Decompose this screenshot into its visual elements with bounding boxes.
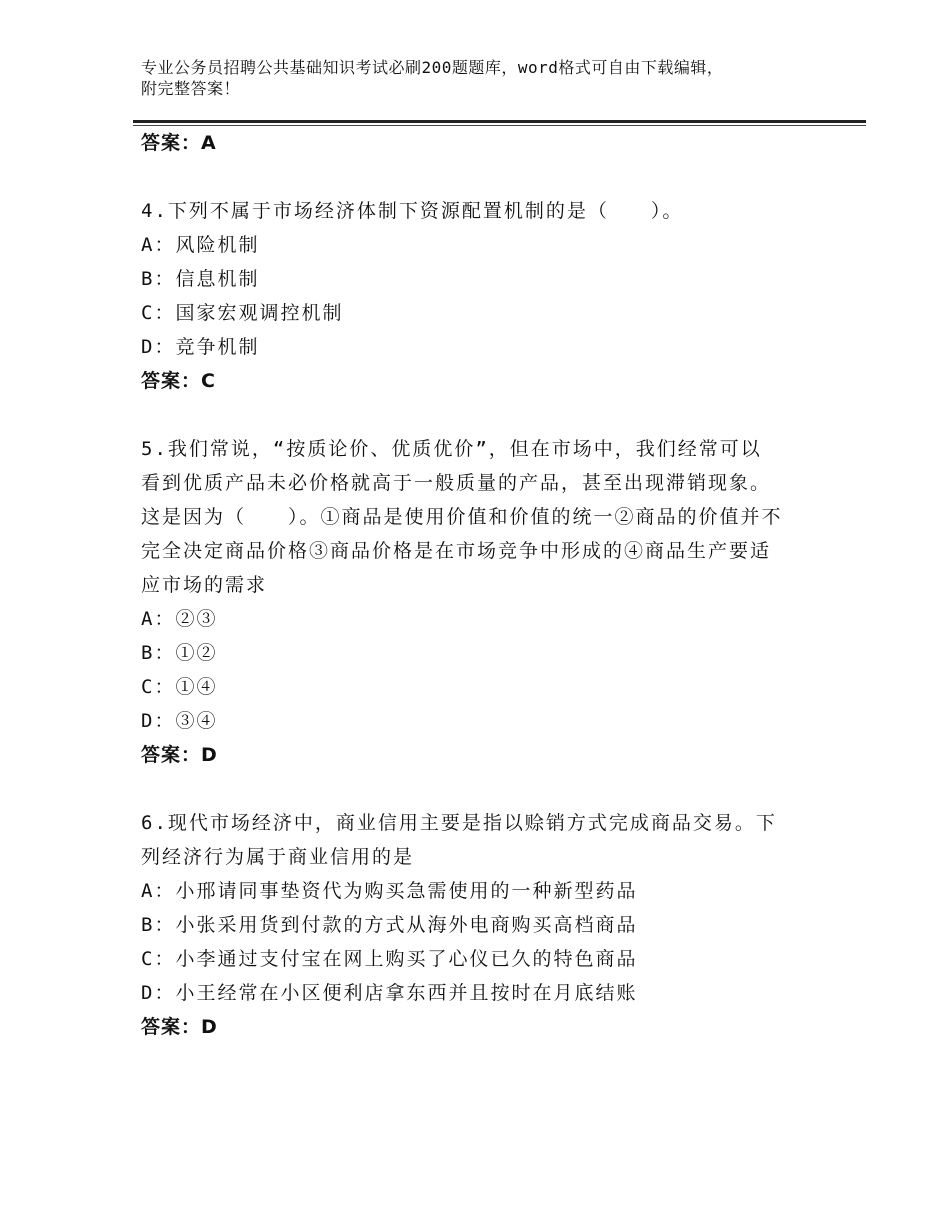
option-c: C：国家宏观调控机制 [141, 302, 344, 324]
question-text: 4.下列不属于市场经济体制下资源配置机制的是（ ）。 [141, 200, 684, 222]
option-d: D：③④ [141, 710, 218, 732]
option-b: B：①② [141, 642, 218, 664]
option-c: C：小李通过支付宝在网上购买了心仪已久的特色商品 [141, 948, 638, 970]
question-content [141, 126, 821, 1044]
header-line-1: 专业公务员招聘公共基础知识考试必刷200题题库，word格式可自由下载编辑， [141, 58, 724, 77]
question-4 [141, 194, 821, 398]
spacer [141, 772, 821, 806]
previous-answer: 答案：A [141, 132, 217, 154]
question-text-line: 列经济行为属于商业信用的是 [141, 846, 415, 868]
header-divider-thick [133, 120, 866, 123]
option-b: B：信息机制 [141, 268, 260, 290]
option-a: A：风险机制 [141, 234, 260, 256]
option-a: A：小邢请同事垫资代为购买急需使用的一种新型药品 [141, 880, 638, 902]
option-a: A：②③ [141, 608, 218, 630]
question-text-line: 6.现代市场经济中，商业信用主要是指以赊销方式完成商品交易。下 [141, 812, 777, 834]
header-line-2: 附完整答案！ [141, 79, 241, 98]
page-header [141, 57, 821, 99]
option-c: C：①④ [141, 676, 218, 698]
question-6 [141, 806, 821, 1044]
question-text-line: 完全决定商品价格③商品价格是在市场竞争中形成的④商品生产要适 [141, 540, 772, 562]
option-d: D：竞争机制 [141, 336, 260, 358]
question-text-line: 5.我们常说，“按质论价、优质优价”，但在市场中，我们经常可以 [141, 438, 762, 460]
question-5 [141, 432, 821, 772]
question-text-line: 看到优质产品未必价格就高于一般质量的产品，甚至出现滞销现象。 [141, 472, 772, 494]
option-d: D：小王经常在小区便利店拿东西并且按时在月底结账 [141, 982, 638, 1004]
question-text-line: 这是因为（ ）。①商品是使用价值和价值的统一②商品的价值并不 [141, 506, 783, 528]
answer: 答案：D [141, 744, 218, 766]
question-text-line: 应市场的需求 [141, 574, 268, 596]
answer: 答案：D [141, 1016, 218, 1038]
option-b: B：小张采用货到付款的方式从海外电商购买高档商品 [141, 914, 638, 936]
spacer [141, 398, 821, 432]
answer: 答案：C [141, 370, 216, 392]
spacer [141, 160, 821, 194]
